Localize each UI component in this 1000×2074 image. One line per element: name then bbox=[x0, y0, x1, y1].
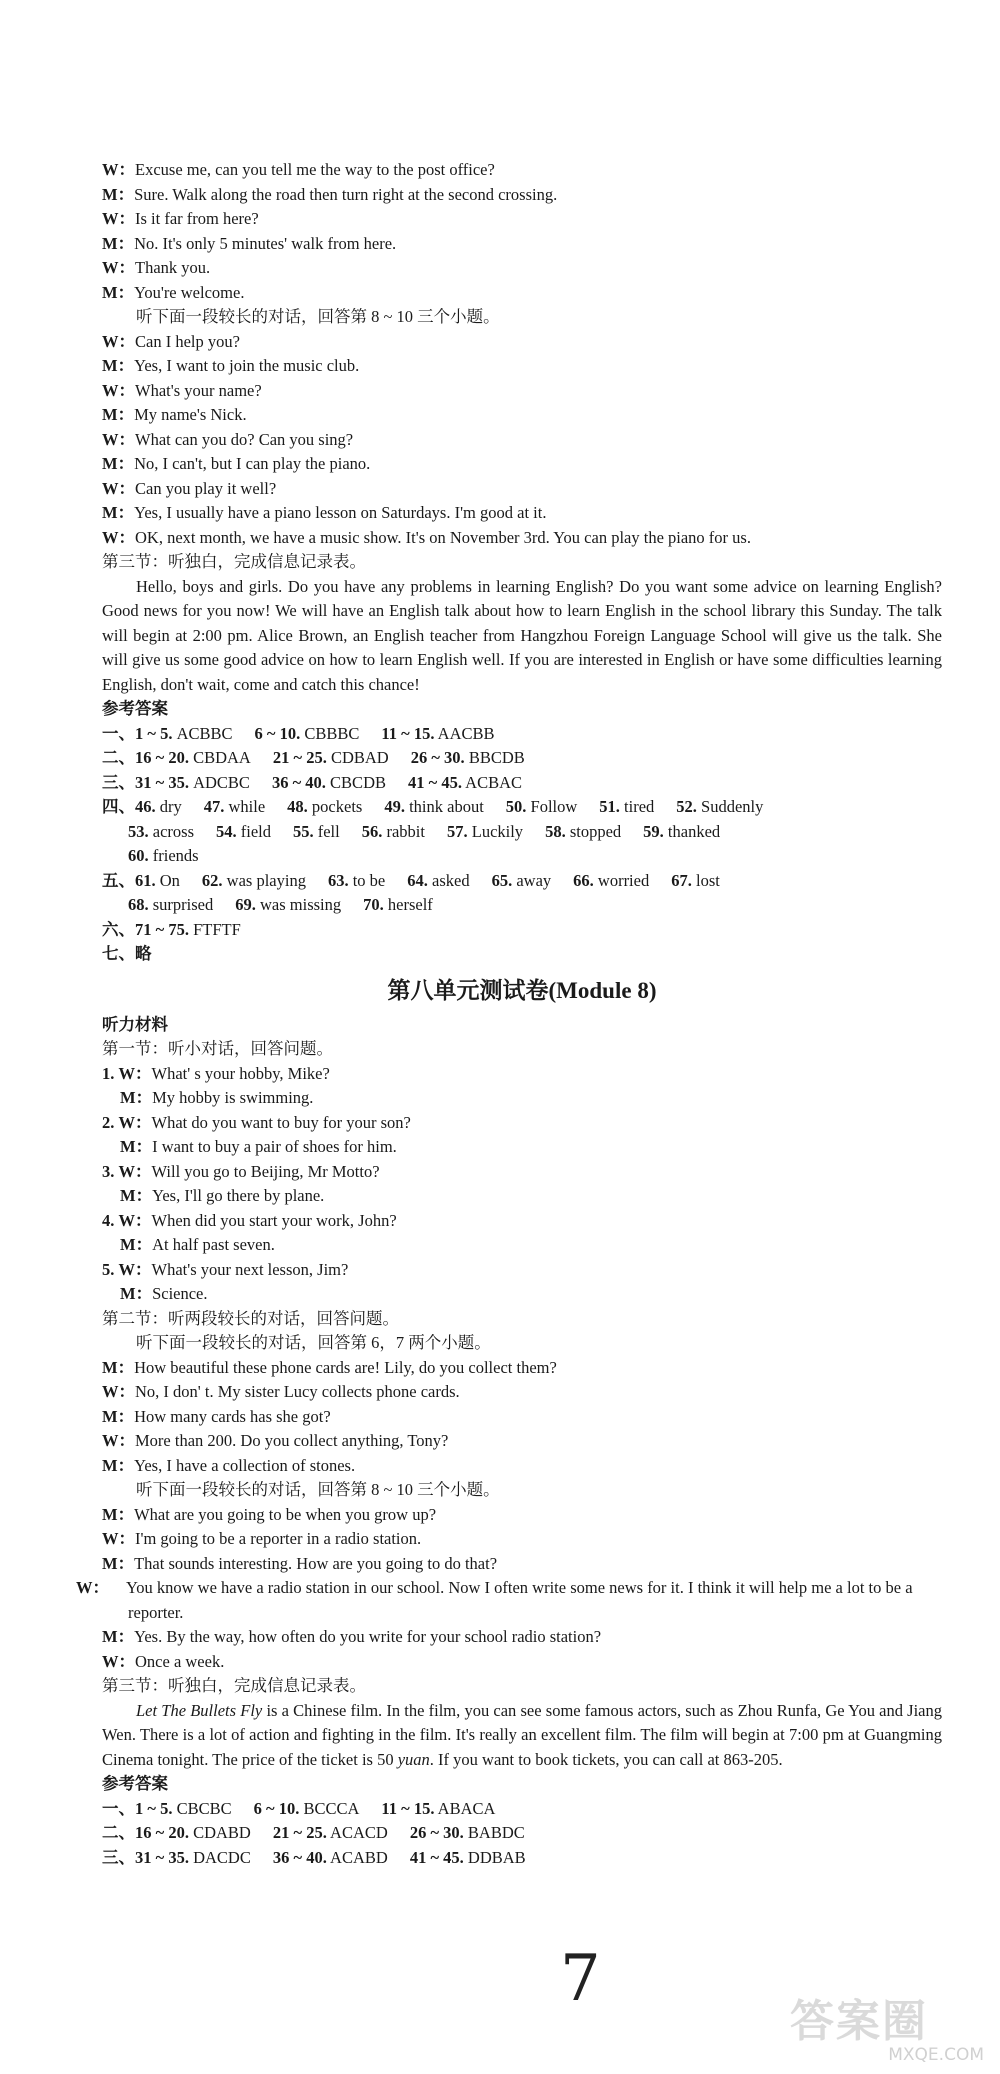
answer-word: rabbit bbox=[386, 821, 425, 841]
answer-range: 36 ~ 40. bbox=[271, 772, 326, 792]
short-dialogue-w bbox=[102, 1111, 942, 1136]
question-number: 2. bbox=[102, 1112, 115, 1132]
answer-letters: BBCDB bbox=[468, 748, 525, 767]
speaker-label: W ： bbox=[102, 256, 135, 281]
instruction-line: 听下面一段较长的对话，回答第 8 ~ 10 三个小题。 bbox=[136, 307, 500, 326]
dialogue-text: That sounds interesting. How are you going to do that? bbox=[134, 1553, 498, 1573]
short-dialogue-m bbox=[102, 1184, 942, 1209]
dialogue-line bbox=[102, 1650, 942, 1675]
answer-section-number: 四、 bbox=[102, 797, 135, 816]
answer-range: 16 ~ 20. bbox=[135, 748, 189, 767]
dialogue-line bbox=[102, 526, 942, 551]
dialogue-line bbox=[102, 207, 942, 232]
answer-line bbox=[102, 1797, 942, 1822]
answer-letters: ABACA bbox=[437, 1798, 496, 1818]
speaker-label: M： bbox=[120, 1284, 153, 1303]
answer-range: 31 ~ 35. bbox=[135, 1847, 189, 1867]
question-number: 48. bbox=[287, 797, 308, 816]
answer-letters: ACBBC bbox=[176, 723, 233, 743]
answer-letters: ADCBC bbox=[193, 772, 250, 792]
speaker-label: M ： bbox=[102, 232, 134, 257]
content-column bbox=[76, 158, 942, 1870]
dialogue-line bbox=[102, 403, 942, 428]
speaker-label: M ： bbox=[102, 403, 134, 428]
answer-letters: CBCDB bbox=[330, 772, 386, 792]
speaker-label: W ： bbox=[102, 1650, 135, 1675]
answer-word: field bbox=[240, 821, 271, 841]
dialogue-text: At half past seven. bbox=[152, 1235, 275, 1254]
dialogue-line bbox=[102, 256, 942, 281]
dialogue-line bbox=[102, 477, 942, 502]
dialogue-text: More than 200. Do you collect anything, Tony? bbox=[135, 1431, 449, 1450]
answer-section-number: 五、 bbox=[102, 870, 135, 890]
dialogue-line bbox=[102, 281, 942, 306]
answer-word: surprised bbox=[152, 895, 214, 914]
question-number: 47. bbox=[203, 797, 225, 816]
answer-word: lost bbox=[695, 870, 720, 890]
speaker-label: M： bbox=[120, 1088, 153, 1107]
question-number: 52. bbox=[676, 797, 697, 816]
section-title: 第三节：听独白，完成信息记录表。 bbox=[102, 1676, 366, 1695]
answer-range: 31 ~ 35. bbox=[135, 772, 189, 792]
answer-line bbox=[102, 722, 942, 747]
answer-range: 21 ~ 25. bbox=[272, 1823, 327, 1842]
dialogue-line bbox=[102, 1625, 942, 1650]
speaker-label: M ： bbox=[102, 452, 134, 477]
question-number: 67. bbox=[671, 870, 692, 890]
answer-letters: BCCCA bbox=[303, 1798, 360, 1818]
dialogue-text: My hobby is swimming. bbox=[152, 1088, 314, 1107]
question-number: 70. bbox=[363, 895, 384, 914]
dialogue-text: What's your next lesson, Jim? bbox=[151, 1259, 349, 1279]
answer-word: tired bbox=[624, 797, 655, 816]
answer-line: 七、略 bbox=[102, 944, 152, 963]
dialogue-text: Excuse me, can you tell me the way to the post office? bbox=[135, 160, 495, 179]
dialogue-line bbox=[102, 1454, 942, 1479]
question-number: 60. bbox=[128, 846, 149, 865]
dialogue-text: How many cards has she got? bbox=[134, 1406, 331, 1426]
dialogue-line bbox=[102, 1552, 942, 1577]
question-number: 51. bbox=[599, 797, 620, 816]
answer-word: while bbox=[228, 797, 266, 816]
dialogue-text: What' s your hobby, Mike? bbox=[151, 1063, 330, 1083]
answer-section-number: 六、 bbox=[102, 919, 135, 939]
answer-word: was playing bbox=[226, 870, 306, 890]
section-title: 第二节：听两段较长的对话，回答问题。 bbox=[102, 1308, 399, 1328]
dialogue-text: Yes, I want to join the music club. bbox=[134, 356, 360, 375]
answer-word: away bbox=[516, 870, 552, 890]
answer-letters: FTFTF bbox=[193, 919, 241, 939]
answer-line bbox=[102, 844, 942, 869]
answer-range: 41 ~ 45. bbox=[409, 1847, 464, 1867]
unit-heading: 第八单元测试卷(Module 8) bbox=[387, 977, 657, 1003]
instruction-line: 听下面一段较长的对话，回答第 6，7 两个小题。 bbox=[136, 1333, 491, 1352]
speaker-label: W ： bbox=[102, 428, 135, 453]
speaker-label: M ： bbox=[102, 501, 134, 526]
section-title: 第三节：听独白，完成信息记录表。 bbox=[102, 552, 366, 571]
dialogue-text: OK, next month, we have a music show. It's on November 3rd. You can play the piano for us. bbox=[135, 527, 751, 547]
short-dialogue-w bbox=[102, 1209, 942, 1234]
answer-section-number: 三、 bbox=[102, 1847, 135, 1867]
speaker-label: M ： bbox=[102, 1454, 134, 1479]
dialogue-text: What are you going to be when you grow up? bbox=[134, 1504, 437, 1524]
question-number: 69. bbox=[235, 895, 256, 914]
monologue-english-talk: Hello, boys and girls. Do you have any problems in learning English? Do you want some advice on learning English? Good news for you now! We will have an English talk about how to learn English in the school library this Sunday. The talk will begin at 2:00 pm. Alice Brown, an English teacher from Hangzhou Foreign Language School will give us the talk. She will give us some good advice on how to learn English well. If you are interested in English or have some difficulties learning English, don't wait, come and catch this chance! bbox=[102, 576, 942, 694]
answer-letters: CBCBC bbox=[176, 1798, 232, 1818]
answers-label: 参考答案 bbox=[102, 699, 168, 718]
question-number: 5. bbox=[102, 1259, 115, 1279]
question-number: 46. bbox=[135, 797, 156, 816]
question-number: 53. bbox=[128, 821, 149, 841]
page-number: 7 bbox=[560, 1942, 601, 2016]
speaker-label: W ： bbox=[102, 330, 135, 355]
answer-letters: ACBAC bbox=[465, 772, 523, 792]
dialogue-text: I'm going to be a reporter in a radio station. bbox=[135, 1529, 422, 1548]
question-number: 59. bbox=[643, 821, 664, 841]
dialogue-line bbox=[102, 183, 942, 208]
answer-line bbox=[102, 771, 942, 796]
dialogue-text: When did you start your work, John? bbox=[151, 1210, 397, 1230]
answer-range: 1 ~ 5. bbox=[135, 1798, 173, 1818]
dialogue-line bbox=[102, 1527, 942, 1552]
dialogue-text: Yes, I'll go there by plane. bbox=[152, 1186, 325, 1205]
answer-word: asked bbox=[432, 870, 470, 890]
dialogue-line bbox=[76, 1576, 942, 1625]
dialogue-text: Thank you. bbox=[135, 258, 211, 277]
dialogue-line bbox=[102, 452, 942, 477]
dialogue-text: How beautiful these phone cards are! Lily, do you collect them? bbox=[134, 1357, 557, 1377]
answer-letters: DACDC bbox=[193, 1847, 251, 1867]
answer-range: 26 ~ 30. bbox=[409, 1823, 464, 1842]
question-number: 57. bbox=[446, 821, 468, 841]
speaker-label: W： bbox=[118, 1259, 152, 1279]
question-number: 62. bbox=[201, 870, 223, 890]
answer-line bbox=[102, 893, 942, 918]
answer-range: 6 ~ 10. bbox=[253, 1798, 300, 1818]
answer-word: thanked bbox=[667, 821, 721, 841]
monologue-film bbox=[102, 1699, 942, 1773]
answer-word: to be bbox=[352, 870, 386, 890]
answer-letters: BABDC bbox=[467, 1823, 525, 1842]
dialogue-text: Science. bbox=[152, 1284, 208, 1303]
speaker-label: M ： bbox=[102, 1356, 134, 1381]
answer-range: 6 ~ 10. bbox=[254, 723, 301, 743]
speaker-label: M ： bbox=[102, 1625, 134, 1650]
dialogue-text: No, I can't, but I can play the piano. bbox=[134, 454, 371, 473]
question-number: 4. bbox=[102, 1210, 115, 1230]
dialogue-text: What can you do? Can you sing? bbox=[135, 429, 354, 449]
answers-label: 参考答案 bbox=[102, 1774, 168, 1793]
speaker-label: W ： bbox=[102, 379, 135, 404]
monologue-text: . If you want to book tickets, you can call at 863-205. bbox=[429, 1749, 783, 1769]
question-number: 54. bbox=[215, 821, 237, 841]
answer-line bbox=[102, 1821, 942, 1846]
answers-block-b bbox=[102, 1797, 942, 1871]
question-number: 1. bbox=[102, 1063, 115, 1083]
answer-range: 36 ~ 40. bbox=[272, 1847, 327, 1867]
dialogue-line bbox=[102, 1380, 942, 1405]
answer-word: friends bbox=[152, 846, 199, 865]
answer-letters: ACABD bbox=[330, 1847, 388, 1867]
answer-word: across bbox=[152, 821, 194, 841]
answer-section-number: 二、 bbox=[102, 1823, 135, 1842]
speaker-label: M ： bbox=[102, 354, 134, 379]
short-dialogue-m bbox=[102, 1135, 942, 1160]
answer-range: 71 ~ 75. bbox=[135, 919, 189, 939]
answer-word: stopped bbox=[569, 821, 622, 841]
question-number: 61. bbox=[135, 870, 156, 890]
speaker-label: W： bbox=[118, 1063, 152, 1083]
dialogue-line bbox=[102, 354, 942, 379]
dialogue-line bbox=[102, 1356, 942, 1381]
dialogue-text: Sure. Walk along the road then turn right at the second crossing. bbox=[134, 184, 558, 204]
speaker-label: M： bbox=[120, 1235, 153, 1254]
answer-letters: AACBB bbox=[437, 723, 495, 743]
speaker-label: W ： bbox=[102, 526, 135, 551]
question-number: 63. bbox=[327, 870, 349, 890]
question-number: 3. bbox=[102, 1161, 115, 1181]
dialogue-line bbox=[102, 158, 942, 183]
answer-word: think about bbox=[409, 797, 484, 816]
watermark-logo bbox=[790, 1985, 990, 2065]
answer-word: Suddenly bbox=[701, 797, 764, 816]
speaker-label: W： bbox=[118, 1112, 152, 1132]
question-number: 65. bbox=[491, 870, 513, 890]
answer-range: 1 ~ 5. bbox=[135, 723, 173, 743]
speaker-label: M ： bbox=[102, 1405, 134, 1430]
answer-word: fell bbox=[317, 821, 340, 841]
watermark-cn: 答案圈 bbox=[790, 1996, 928, 2047]
speaker-label: M： bbox=[120, 1137, 153, 1156]
speaker-label: W ： bbox=[102, 158, 135, 183]
answer-range: 21 ~ 25. bbox=[272, 748, 327, 767]
answer-line bbox=[102, 918, 942, 943]
dialogue-text: What's your name? bbox=[135, 380, 262, 400]
dialogue-text: Is it far from here? bbox=[135, 209, 259, 228]
question-number: 55. bbox=[292, 821, 314, 841]
dialogue-line bbox=[102, 232, 942, 257]
speaker-label: W ： bbox=[102, 1527, 135, 1552]
answer-line bbox=[102, 746, 942, 771]
answer-letters: ACACD bbox=[330, 1823, 388, 1842]
dialogue-text: Yes, I usually have a piano lesson on Saturdays. I'm good at it. bbox=[134, 503, 547, 522]
dialogue-directions bbox=[102, 158, 942, 305]
speaker-label: W ： bbox=[102, 207, 135, 232]
answer-word: Luckily bbox=[471, 821, 524, 841]
dialogue-text: Can you play it well? bbox=[135, 478, 277, 498]
film-title: Let The Bullets Fly bbox=[136, 1700, 263, 1720]
answer-letters: CDBAD bbox=[330, 748, 389, 767]
speaker-label: W： bbox=[118, 1210, 152, 1230]
speaker-label: M： bbox=[120, 1186, 153, 1205]
dialogue-text: You know we have a radio station in our school. Now I often write some news for it. I think it will help me a lot to be a reporter. bbox=[126, 1578, 913, 1622]
speaker-label: W ： bbox=[102, 1576, 126, 1601]
dialogue-line bbox=[102, 379, 942, 404]
answer-word: dry bbox=[159, 797, 182, 816]
short-dialogue-m bbox=[102, 1233, 942, 1258]
dialogue-line bbox=[102, 1429, 942, 1454]
question-number: 49. bbox=[384, 797, 405, 816]
speaker-label: M ： bbox=[102, 1552, 134, 1577]
answers-block-a bbox=[102, 722, 942, 967]
listening-label: 听力材料 bbox=[102, 1014, 168, 1034]
dialogue-text: Can I help you? bbox=[135, 331, 240, 351]
answer-word: herself bbox=[387, 895, 433, 914]
answer-range: 11 ~ 15. bbox=[381, 1798, 435, 1818]
question-number: 58. bbox=[545, 821, 566, 841]
dialogue-text: My name's Nick. bbox=[134, 405, 247, 424]
answer-letters: CBBBC bbox=[304, 723, 360, 743]
answer-word: Follow bbox=[530, 797, 578, 816]
speaker-label: W ： bbox=[102, 1380, 135, 1405]
short-dialogues bbox=[102, 1062, 942, 1307]
dialogue-text: I want to buy a pair of shoes for him. bbox=[152, 1137, 397, 1156]
monologue-text: is a Chinese film. In the film, you can see some famous actors, such as Zhou Runfa, Ge You and Jiang Wen. There is a lot of action and fighting in the film. It's really an excellent film. The film will begin at 7:00 pm at Guangming Cinema tonight. The price of the ticket is 50 bbox=[102, 1700, 942, 1769]
speaker-label: M ： bbox=[102, 281, 134, 306]
dialogue-line bbox=[102, 1405, 942, 1430]
answer-line bbox=[102, 820, 942, 845]
dialogue-phone-cards bbox=[102, 1356, 942, 1479]
answer-range: 41 ~ 45. bbox=[407, 772, 462, 792]
currency-unit: yuan bbox=[397, 1749, 430, 1769]
dialogue-text: No. It's only 5 minutes' walk from here. bbox=[134, 233, 397, 253]
dialogue-text: Will you go to Beijing, Mr Motto? bbox=[151, 1161, 380, 1181]
dialogue-line bbox=[102, 1503, 942, 1528]
answer-section-number: 一、 bbox=[102, 723, 135, 743]
answer-letters: CBDAA bbox=[193, 748, 251, 767]
section-title: 第一节：听小对话，回答问题。 bbox=[102, 1039, 333, 1058]
dialogue-line bbox=[102, 330, 942, 355]
watermark-en: MXQE.COM bbox=[888, 2045, 984, 2065]
question-number: 68. bbox=[128, 895, 149, 914]
answer-word: On bbox=[159, 870, 180, 890]
answer-word: pockets bbox=[311, 797, 363, 816]
answer-letters: DDBAB bbox=[467, 1847, 526, 1867]
answer-word: worried bbox=[597, 870, 650, 890]
question-number: 56. bbox=[361, 821, 383, 841]
dialogue-reporter bbox=[76, 1503, 942, 1675]
short-dialogue-w bbox=[102, 1062, 942, 1087]
speaker-label: W ： bbox=[102, 477, 135, 502]
instruction-line: 听下面一段较长的对话，回答第 8 ~ 10 三个小题。 bbox=[136, 1480, 500, 1499]
answer-range: 11 ~ 15. bbox=[381, 723, 435, 743]
question-number: 50. bbox=[505, 797, 527, 816]
dialogue-line bbox=[102, 501, 942, 526]
answer-line bbox=[102, 795, 942, 820]
answer-line bbox=[102, 1846, 942, 1871]
dialogue-text: You're welcome. bbox=[134, 282, 245, 302]
answer-line bbox=[102, 869, 942, 894]
answer-letters: CDABD bbox=[193, 1823, 251, 1842]
question-number: 64. bbox=[407, 870, 428, 890]
short-dialogue-m bbox=[102, 1086, 942, 1111]
answer-range: 26 ~ 30. bbox=[410, 748, 465, 767]
speaker-label: W： bbox=[118, 1161, 152, 1181]
answer-section-number: 一、 bbox=[102, 1798, 135, 1818]
answer-word: was missing bbox=[260, 895, 342, 914]
answer-section-number: 二、 bbox=[102, 748, 135, 767]
dialogue-text: Yes, I have a collection of stones. bbox=[134, 1455, 356, 1475]
dialogue-text: Once a week. bbox=[135, 1651, 225, 1671]
answer-section-number: 三、 bbox=[102, 772, 135, 792]
short-dialogue-m bbox=[102, 1282, 942, 1307]
dialogue-text: No, I don' t. My sister Lucy collects phone cards. bbox=[135, 1382, 460, 1401]
dialogue-text: What do you want to buy for your son? bbox=[151, 1112, 411, 1132]
speaker-label: M ： bbox=[102, 1503, 134, 1528]
answer-range: 16 ~ 20. bbox=[135, 1823, 189, 1842]
dialogue-text: Yes. By the way, how often do you write for your school radio station? bbox=[134, 1627, 602, 1646]
short-dialogue-w bbox=[102, 1160, 942, 1185]
dialogue-line bbox=[102, 428, 942, 453]
speaker-label: M ： bbox=[102, 183, 134, 208]
short-dialogue-w bbox=[102, 1258, 942, 1283]
speaker-label: W ： bbox=[102, 1429, 135, 1454]
dialogue-music-club bbox=[102, 330, 942, 551]
question-number: 66. bbox=[573, 870, 594, 890]
